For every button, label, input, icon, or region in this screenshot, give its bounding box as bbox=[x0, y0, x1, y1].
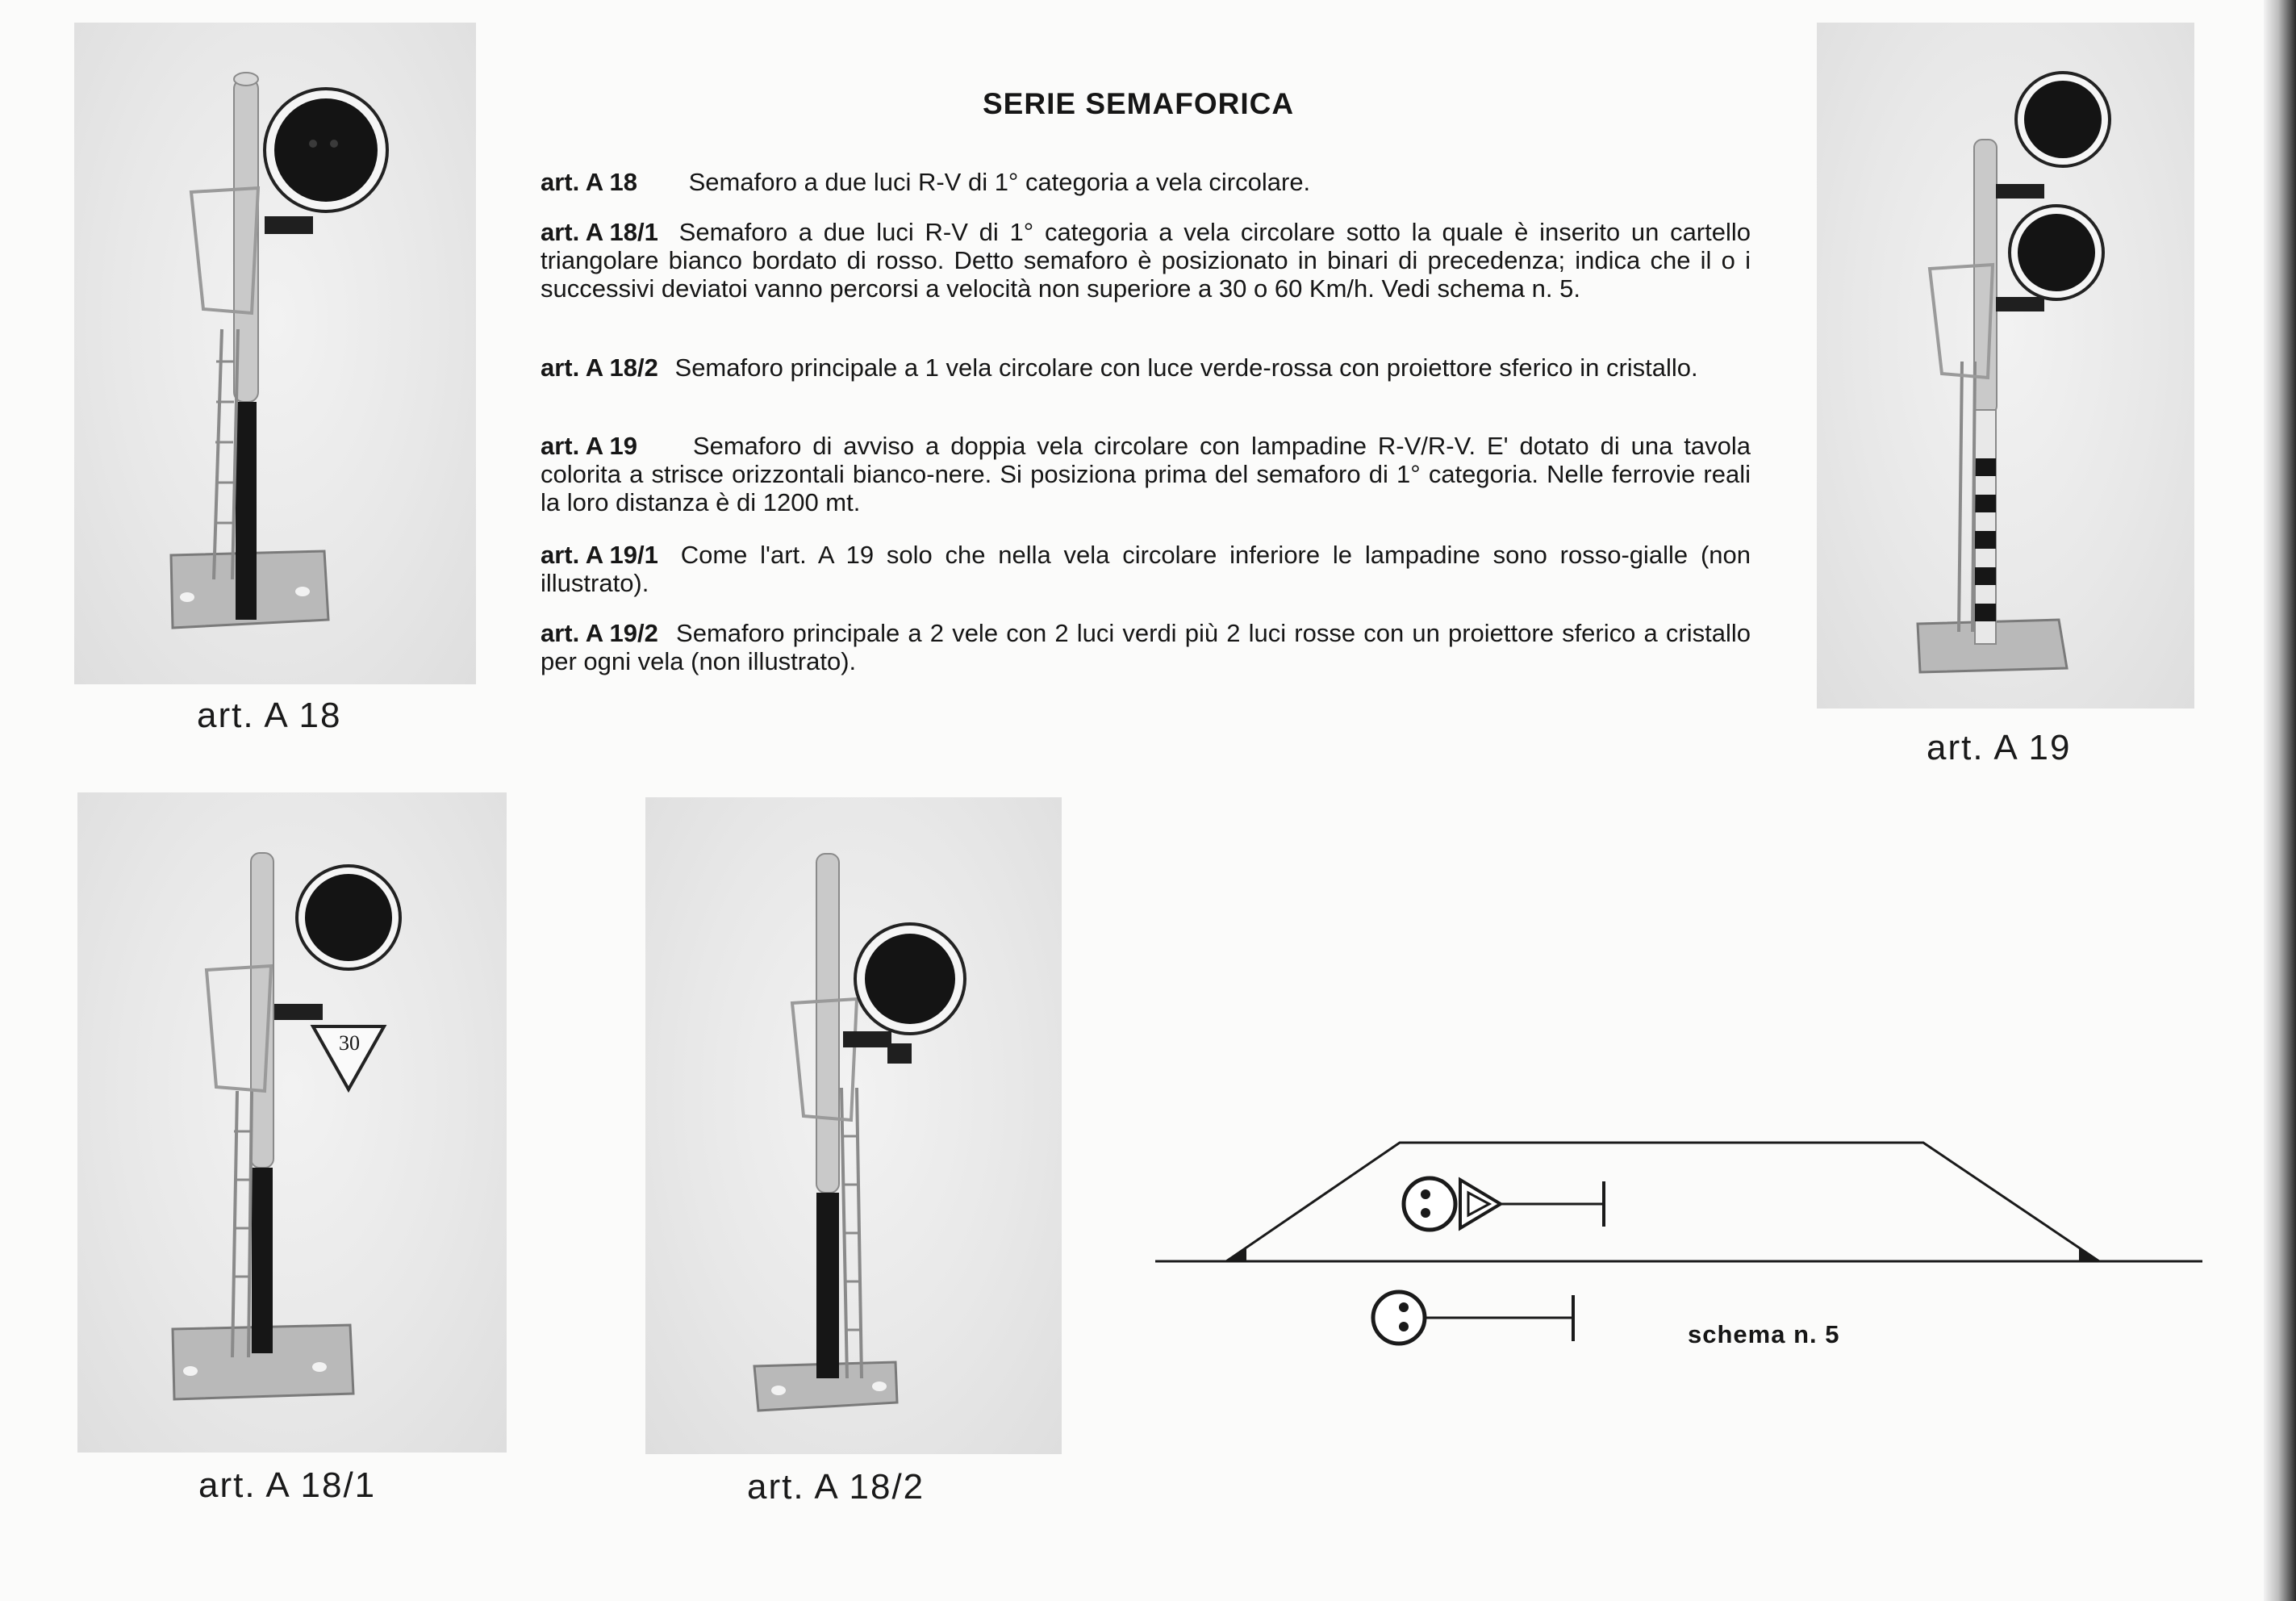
article-a18-1 bbox=[541, 218, 1751, 303]
article-a18-2 bbox=[541, 353, 1751, 382]
article-text: Semaforo principale a 2 vele con 2 luci verdi più 2 luci rosse con un proiettore sferico a cristallo per ogni vela (non illustrato). bbox=[541, 619, 1751, 675]
article-ref: art. A 19/2 bbox=[541, 619, 658, 647]
article-a19-1 bbox=[541, 541, 1751, 597]
article-a18 bbox=[541, 168, 1751, 196]
article-ref: art. A 19 bbox=[541, 432, 638, 460]
article-text: Semaforo di avviso a doppia vela circolare con lampadine R-V/R-V. E' dotato di una tavola colorita a strisce orizzontali bianco-nere. Si posiziona prima del semaforo di 1° categoria. Nelle ferrovie reali la loro distanza è di 1200 mt. bbox=[541, 432, 1751, 516]
photo-a18-2 bbox=[645, 797, 1062, 1454]
article-ref: art. A 18/1 bbox=[541, 218, 658, 246]
schema-label: schema n. 5 bbox=[1688, 1320, 1840, 1348]
caption-a18: art. A 18 bbox=[197, 696, 342, 735]
photo-a18 bbox=[74, 23, 476, 684]
embankment-outline bbox=[1155, 1143, 2202, 1261]
article-text: Come l'art. A 19 solo che nella vela circolare inferiore le lampadine sono rosso-gialle (non illustrato). bbox=[541, 541, 1751, 597]
page-title: SERIE SEMAFORICA bbox=[983, 87, 1295, 120]
photo-a19 bbox=[1817, 23, 2194, 709]
schema-diagram bbox=[1146, 1130, 2210, 1372]
article-text: Semaforo a due luci R-V di 1° categoria a vela circolare sotto la quale è inserito un cartello triangolare bianco bordato di rosso. Detto semaforo è posizionato in binari di precedenza; indica che il o i successivi deviatoi vanno percorsi a velocità non superiore a 30 o 60 Km/h. Vedi schema n. 5. bbox=[541, 218, 1751, 303]
article-ref: art. A 19/1 bbox=[541, 541, 658, 569]
caption-a18-1: art. A 18/1 bbox=[198, 1465, 377, 1505]
signal-a19-image bbox=[1817, 23, 2194, 709]
article-ref: art. A 18/2 bbox=[541, 353, 658, 382]
article-a19 bbox=[541, 432, 1751, 516]
caption-a18-2: art. A 18/2 bbox=[747, 1467, 925, 1507]
signal-a18-2-image bbox=[645, 797, 1062, 1454]
signal-a18-1-image bbox=[77, 792, 507, 1453]
speed-sign-number: 30 bbox=[339, 1031, 360, 1055]
article-text: Semaforo a due luci R-V di 1° categoria a vela circolare. bbox=[688, 168, 1311, 196]
caption-a19: art. A 19 bbox=[1927, 728, 2072, 767]
signal-a18-image bbox=[74, 23, 476, 684]
article-a19-2 bbox=[541, 619, 1751, 675]
signal-symbol-with-triangle bbox=[1404, 1178, 1604, 1230]
photo-a18-1 bbox=[77, 792, 507, 1453]
article-ref: art. A 18 bbox=[541, 168, 638, 196]
signal-symbol-plain bbox=[1373, 1292, 1573, 1344]
article-text: Semaforo principale a 1 vela circolare con luce verde-rossa con proiettore sferico in cristallo. bbox=[674, 353, 1698, 382]
page-gutter bbox=[2264, 0, 2296, 1601]
